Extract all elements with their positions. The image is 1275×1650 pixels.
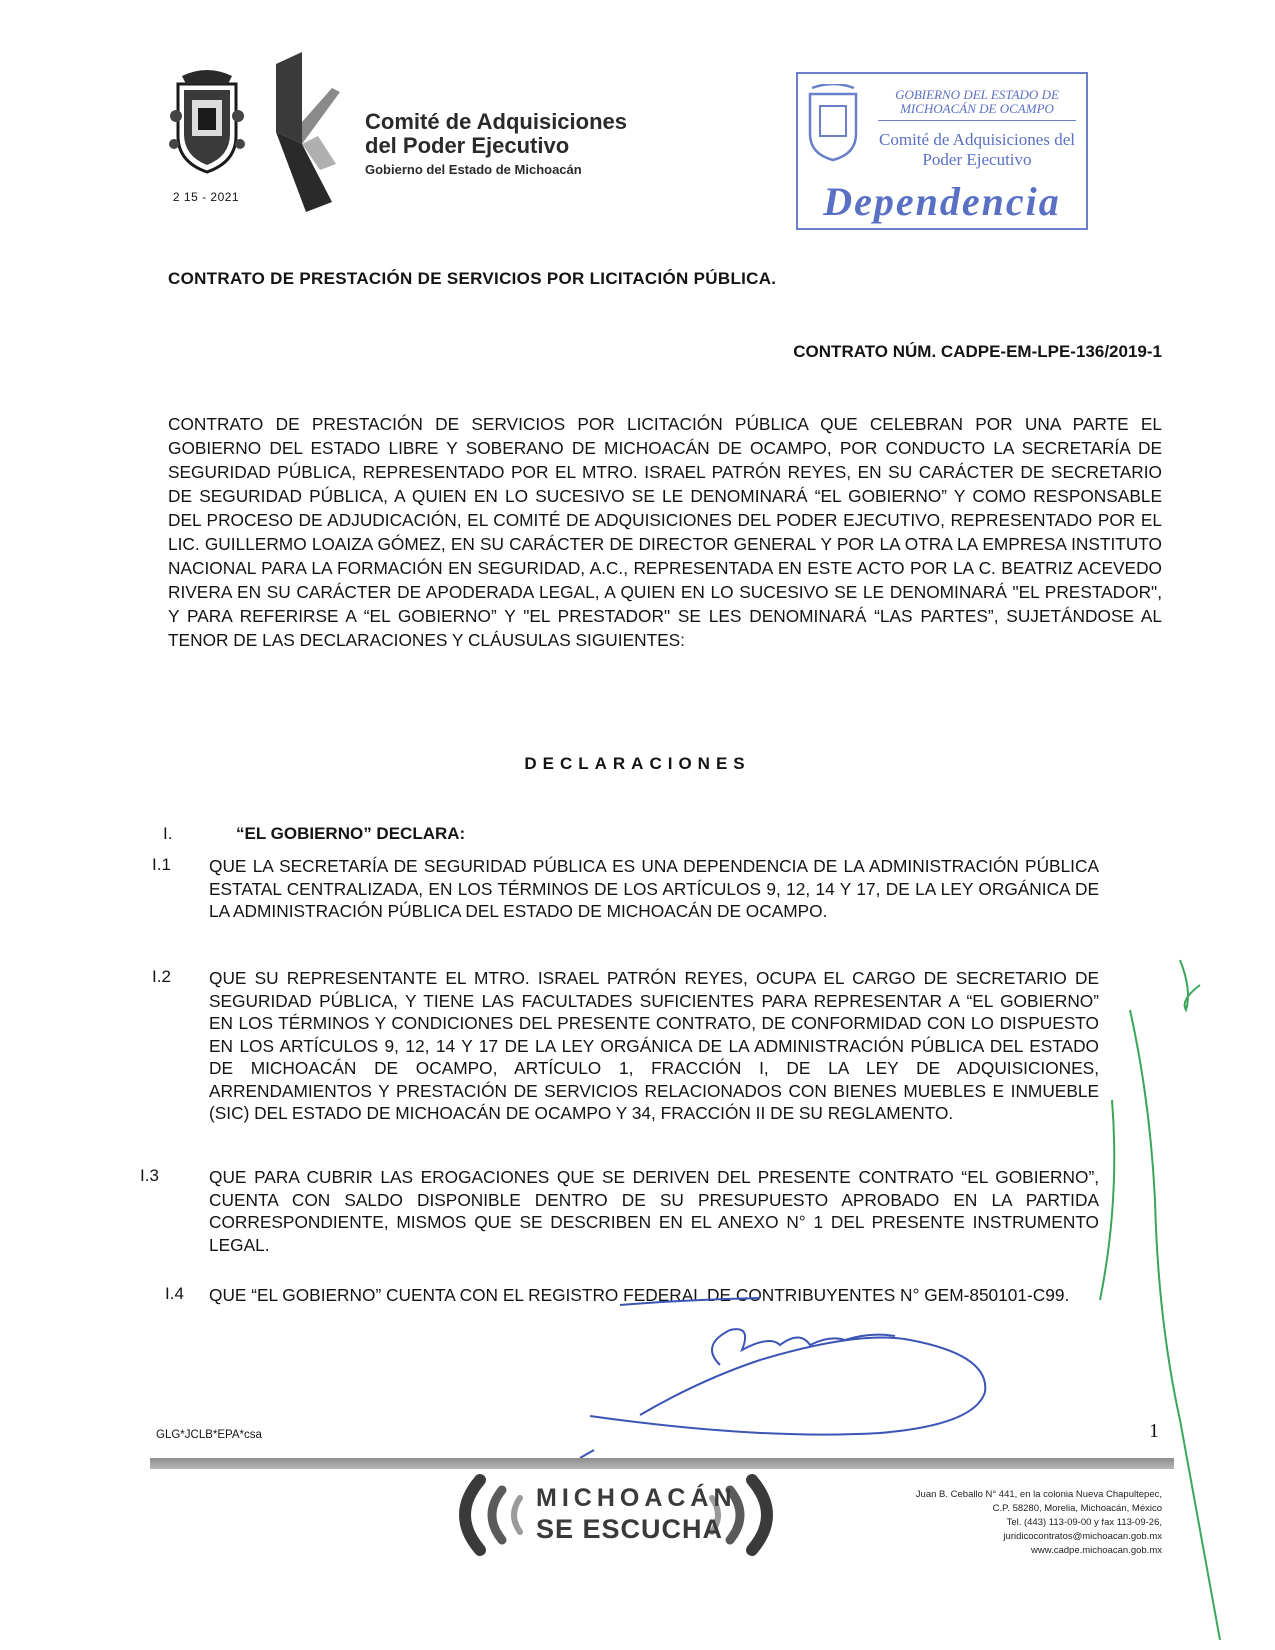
declaration-text-i2: QUE SU REPRESENTANTE EL MTRO. ISRAEL PATRÓN REYES, OCUPA EL CARGO DE SECRETARIO DE SEGURIDAD PÚBLICA, Y TIENE LAS FACULTADES SUFICIENTES PARA REPRESENTAR A “EL GOBIERNO” EN LOS TÉRMINOS Y CONDICIONES DEL PRESENTE CONTRATO, DE CONFORMIDAD CON LO DISPUESTO EN LOS ARTÍCULOS 9, 12, 14 Y 17 DE LA LEY ORGÁNICA DE LA ADMINISTRACIÓN PÚBLICA DEL ESTADO DE MICHOACÁN DE OCAMPO, ARTÍCULO 1, FRACCIÓN I, DE LA LEY DE ADQUISICIONES, ARRENDAMIENTOS Y PRESTACIÓN DE SERVICIOS RELACIONADOS CON BIENES MUEBLES E INMUEBLE (SIC) DEL ESTADO DE MICHOACÁN DE OCAMPO Y 34, FRACCIÓN II DE SU REGLAMENTO. (209, 968, 1099, 1123)
declaration-number-i4: I.4 (165, 1284, 184, 1303)
declaration-text-i3: QUE PARA CUBRIR LAS EROGACIONES QUE SE DERIVEN DEL PRESENTE CONTRATO “EL GOBIERNO”, CUENTA CON SALDO DISPONIBLE DENTRO DE SU PRESUPUESTO APROBADO EN LA PARTIDA CORRESPONDIENTE, MISMOS QUE SE DESCRIBEN EN EL ANEXO N° 1 DEL PRESENTE INSTRUMENTO LEGAL. (209, 1167, 1099, 1255)
document-title: CONTRATO DE PRESTACIÓN DE SERVICIOS POR LICITACIÓN PÚBLICA. (168, 269, 777, 288)
contract-number: CONTRATO NÚM. CADPE-EM-LPE-136/2019-1 (793, 342, 1162, 361)
section-title: “EL GOBIERNO” DECLARA: (236, 824, 466, 843)
committee-name-line2: del Poder Ejecutivo (365, 133, 570, 158)
michoacan-se-escucha-logo (440, 1470, 790, 1560)
brand-line1: MICHOACÁN (536, 1484, 737, 1512)
website-link[interactable]: www.cadpe.michoacan.gob.mx (1031, 1545, 1162, 1556)
committee-name-line1: Comité de Adquisiciones (365, 109, 628, 134)
declaration-number-i2: I.2 (152, 967, 171, 986)
cadpe-logo-mark (272, 52, 340, 212)
address-line: C.P. 58280, Morelia, Michoacán, México (992, 1503, 1162, 1514)
state-coat-of-arms-logo (168, 66, 246, 178)
seal-year: 2 15 - 2021 (172, 190, 240, 204)
address-line: Juan B. Ceballo N° 441, en la colonia Nueva Chapultepec, (915, 1489, 1162, 1500)
declaration-text-i1: QUE LA SECRETARÍA DE SEGURIDAD PÚBLICA ES UNA DEPENDENCIA DE LA ADMINISTRACIÓN PÚBLICA ESTATAL CENTRALIZADA, EN LOS TÉRMINOS DE LOS ARTÍCULOS 9, 12, 14 Y 17, DE LA LEY ORGÁNICA DE LA ADMINISTRACIÓN PÚBLICA DEL ESTADO DE MICHOACÁN DE OCAMPO. (209, 856, 1099, 921)
handwritten-signature (580, 1298, 985, 1458)
section-number: I. (163, 824, 173, 843)
stamp-committee-text: Comité de Adquisiciones del Poder Ejecutivo (879, 130, 1075, 169)
contact-address (902, 1488, 1162, 1558)
declaration-number-i3: I.3 (140, 1166, 159, 1185)
stamp-seal-icon (804, 84, 862, 164)
email-link[interactable]: juridicocontratos@michoacan.gob.mx (1003, 1531, 1162, 1542)
footer-divider (150, 1458, 1174, 1469)
page-number: 1 (1149, 1420, 1159, 1442)
committee-name (365, 110, 627, 177)
stamp-dependency-text: Dependencia (823, 179, 1061, 224)
dependency-stamp (796, 72, 1088, 230)
contract-preamble: CONTRATO DE PRESTACIÓN DE SERVICIOS POR LICITACIÓN PÚBLICA QUE CELEBRAN POR UNA PARTE EL GOBIERNO DEL ESTADO LIBRE Y SOBERANO DE MICHOACÁN DE OCAMPO, POR CONDUCTO LA SECRETARÍA DE SEGURIDAD PÚBLICA, REPRESENTADO POR EL MTRO. ISRAEL PATRÓN REYES, EN SU CARÁCTER DE SECRETARIO DE SEGURIDAD PÚBLICA, A QUIEN EN LO SUCESIVO SE LE DENOMINARÁ “EL GOBIERNO” Y COMO RESPONSABLE DEL PROCESO DE ADJUDICACIÓN, EL COMITÉ DE ADQUISICIONES DEL PODER EJECUTIVO, REPRESENTADO POR EL LIC. GUILLERMO LOAIZA GÓMEZ, EN SU CARÁCTER DE DIRECTOR GENERAL Y POR LA OTRA LA EMPRESA INSTITUTO NACIONAL PARA LA FORMACIÓN EN SEGURIDAD, A.C., REPRESENTADA EN ESTE ACTO POR LA C. BEATRIZ ACEVEDO RIVERA EN SU CARÁCTER DE APODERADA LEGAL, A QUIEN EN LO SUCESIVO SE LE DENOMINARÁ "EL PRESTADOR", Y PARA REFERIRSE A “EL GOBIERNO” Y "EL PRESTADOR" SE LES DENOMINARÁ “LAS PARTES”, SUJETÁNDOSE AL TENOR DE LAS DECLARACIONES Y CLÁUSULAS SIGUIENTES: (168, 414, 1162, 650)
declaration-text-i4: QUE “EL GOBIERNO” CUENTA CON EL REGISTRO FEDERAL DE CONTRIBUYENTES N° GEM-850101-C99. (209, 1285, 1070, 1305)
document-initials: GLG*JCLB*EPA*csa (156, 1429, 262, 1441)
brand-line2: SE ESCUCHA (536, 1514, 724, 1544)
address-line: Tel. (443) 113-09-00 y fax 113-09-26, (1006, 1517, 1162, 1528)
declarations-heading: DECLARACIONES (524, 754, 751, 773)
committee-subtitle: Gobierno del Estado de Michoacán (365, 162, 582, 177)
stamp-government-text: GOBIERNO DEL ESTADO DE MICHOACÁN DE OCAMPO (878, 88, 1076, 121)
declaration-number-i1: I.1 (152, 855, 171, 874)
